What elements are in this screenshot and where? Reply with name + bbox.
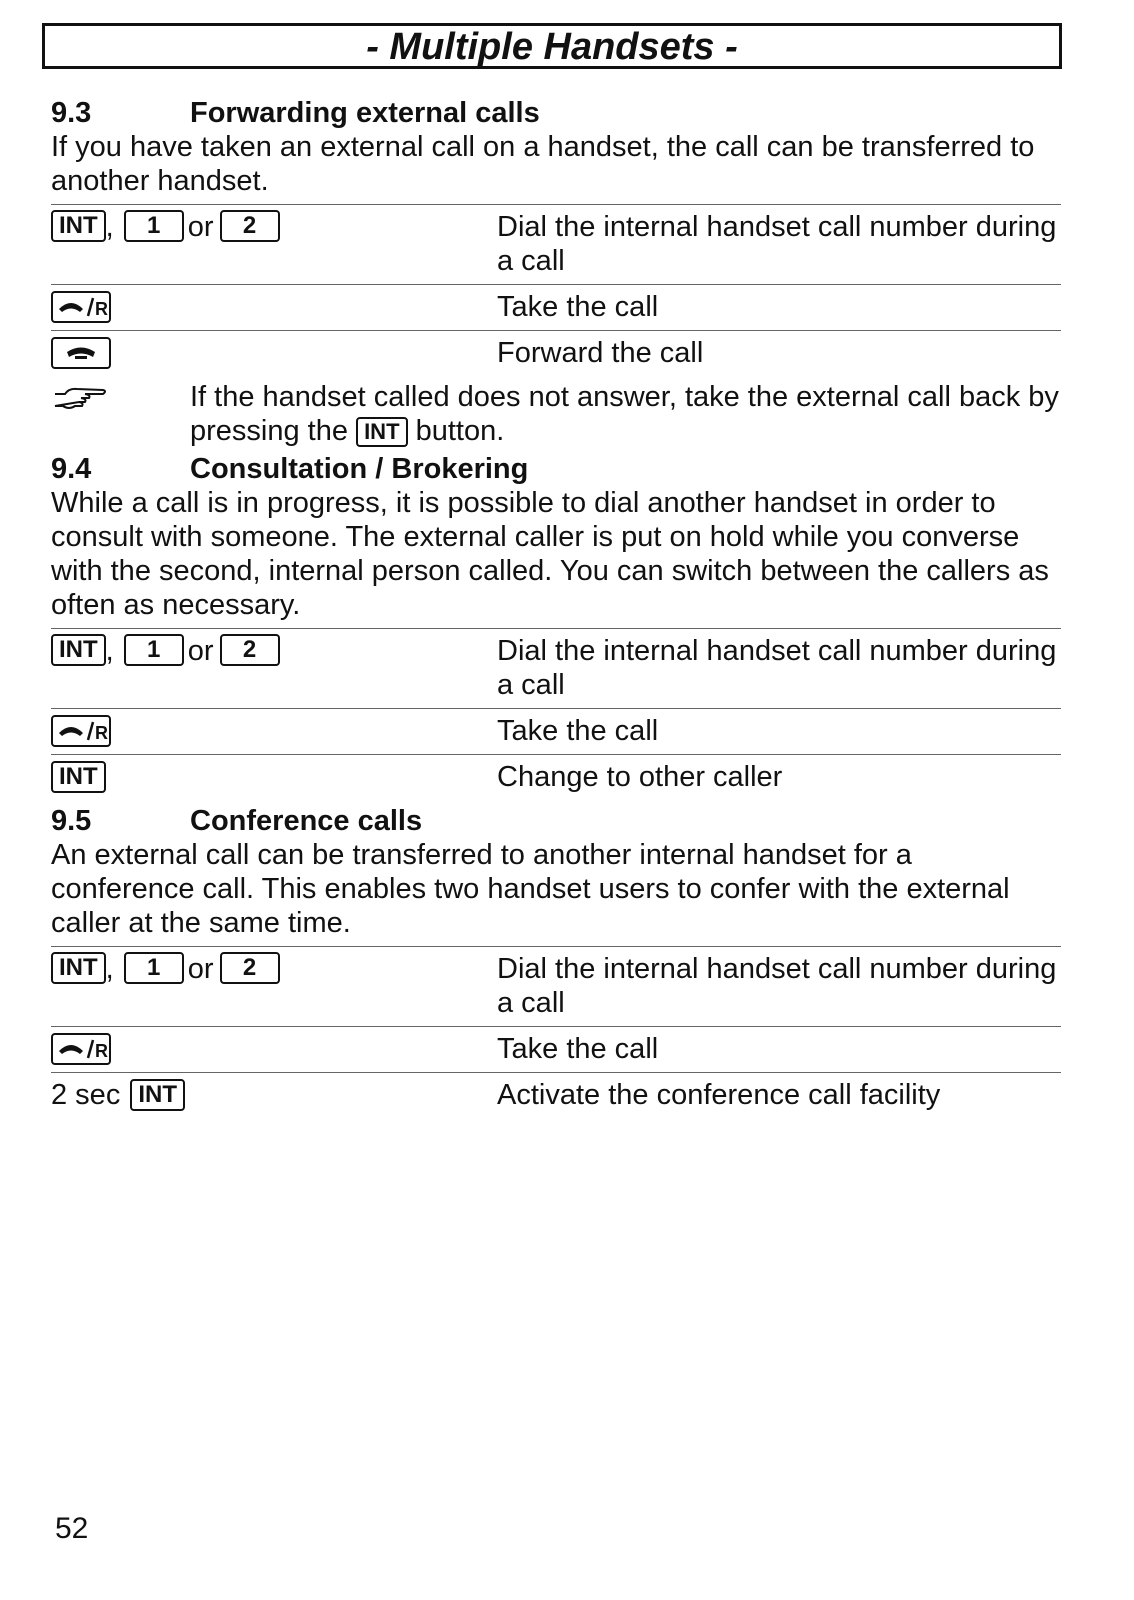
section-intro: An external call can be transferred to another internal handset for a conference call. This enables two handset users to confer with the external caller at the same time.	[51, 839, 1010, 939]
step-row	[51, 1027, 1061, 1073]
note-text-after: button.	[415, 415, 505, 447]
digit-2-key: 2	[220, 210, 280, 242]
step-description: Forward the call	[497, 337, 704, 369]
step-row	[51, 205, 1061, 285]
step-row	[51, 755, 1061, 800]
digit-1-key: 1	[124, 952, 184, 984]
step-description: Activate the conference call facility	[497, 1079, 941, 1111]
int-key: INT	[130, 1079, 185, 1111]
phone-talk-r-icon	[51, 715, 111, 747]
note-text-before: If the handset called does not answer, take the external call back by pressing the	[190, 381, 1059, 447]
int-key: INT	[356, 417, 407, 447]
digit-2-key: 2	[220, 952, 280, 984]
or-label: or	[187, 211, 214, 243]
step-description: Dial the internal handset call number during a call	[497, 211, 1057, 277]
digit-2-key: 2	[220, 634, 280, 666]
svg-text:R: R	[95, 723, 108, 743]
step-description: Take the call	[497, 291, 659, 323]
step-description: Take the call	[497, 715, 659, 747]
svg-text:R: R	[95, 299, 108, 319]
int-key: INT	[51, 952, 106, 984]
int-key: INT	[51, 761, 106, 793]
key-sequence	[51, 1078, 497, 1112]
note-text	[190, 380, 1061, 448]
step-row	[51, 709, 1061, 755]
step-description: Change to other caller	[497, 761, 783, 793]
pointing-hand-icon	[51, 380, 190, 448]
step-description: Dial the internal handset call number during a call	[497, 953, 1057, 1019]
page-content	[51, 92, 1061, 1118]
section-heading	[51, 452, 1061, 486]
key-sequence	[51, 714, 497, 748]
step-list	[51, 946, 1061, 1118]
key-sequence	[51, 1032, 497, 1066]
key-sequence	[51, 336, 497, 370]
key-sequence	[51, 210, 497, 278]
comma: ,	[105, 635, 114, 667]
section-intro: While a call is in progress, it is possible to dial another handset in order to consult with someone. The external caller is put on hold while you converse with the second, internal person called. You can switch between the callers as often as necessary.	[51, 487, 1049, 621]
section-number: 9.5	[51, 805, 92, 837]
key-sequence	[51, 634, 497, 702]
page-number: 52	[55, 1512, 89, 1545]
phone-talk-r-icon	[51, 291, 111, 323]
svg-text:R: R	[95, 1041, 108, 1061]
int-key: INT	[51, 634, 106, 666]
or-label: or	[187, 953, 214, 985]
section-heading	[51, 96, 1061, 130]
section-heading	[51, 804, 1061, 838]
section-number: 9.4	[51, 453, 92, 485]
or-label: or	[187, 635, 214, 667]
comma: ,	[105, 211, 114, 243]
digit-1-key: 1	[124, 634, 184, 666]
step-list	[51, 204, 1061, 376]
step-list	[51, 628, 1061, 800]
section-number: 9.3	[51, 97, 92, 129]
section-title: Forwarding external calls	[190, 97, 540, 129]
key-sequence	[51, 952, 497, 1020]
step-row	[51, 331, 1061, 376]
step-description: Dial the internal handset call number during a call	[497, 635, 1057, 701]
step-description: Take the call	[497, 1033, 659, 1065]
comma: ,	[105, 953, 114, 985]
step-row	[51, 1073, 1061, 1118]
phone-talk-r-icon	[51, 1033, 111, 1065]
note	[51, 376, 1061, 448]
int-key: INT	[51, 210, 106, 242]
key-sequence	[51, 760, 497, 794]
step-row	[51, 947, 1061, 1027]
section-title: Conference calls	[190, 805, 423, 837]
key-sequence	[51, 290, 497, 324]
hold-duration: 2 sec	[51, 1079, 121, 1111]
digit-1-key: 1	[124, 210, 184, 242]
page-title: - Multiple Handsets -	[42, 23, 1062, 69]
phone-end-icon	[51, 337, 111, 369]
step-row	[51, 285, 1061, 331]
step-row	[51, 629, 1061, 709]
section-title: Consultation / Brokering	[190, 453, 529, 485]
section-intro: If you have taken an external call on a handset, the call can be transferred to another handset.	[51, 131, 1035, 197]
